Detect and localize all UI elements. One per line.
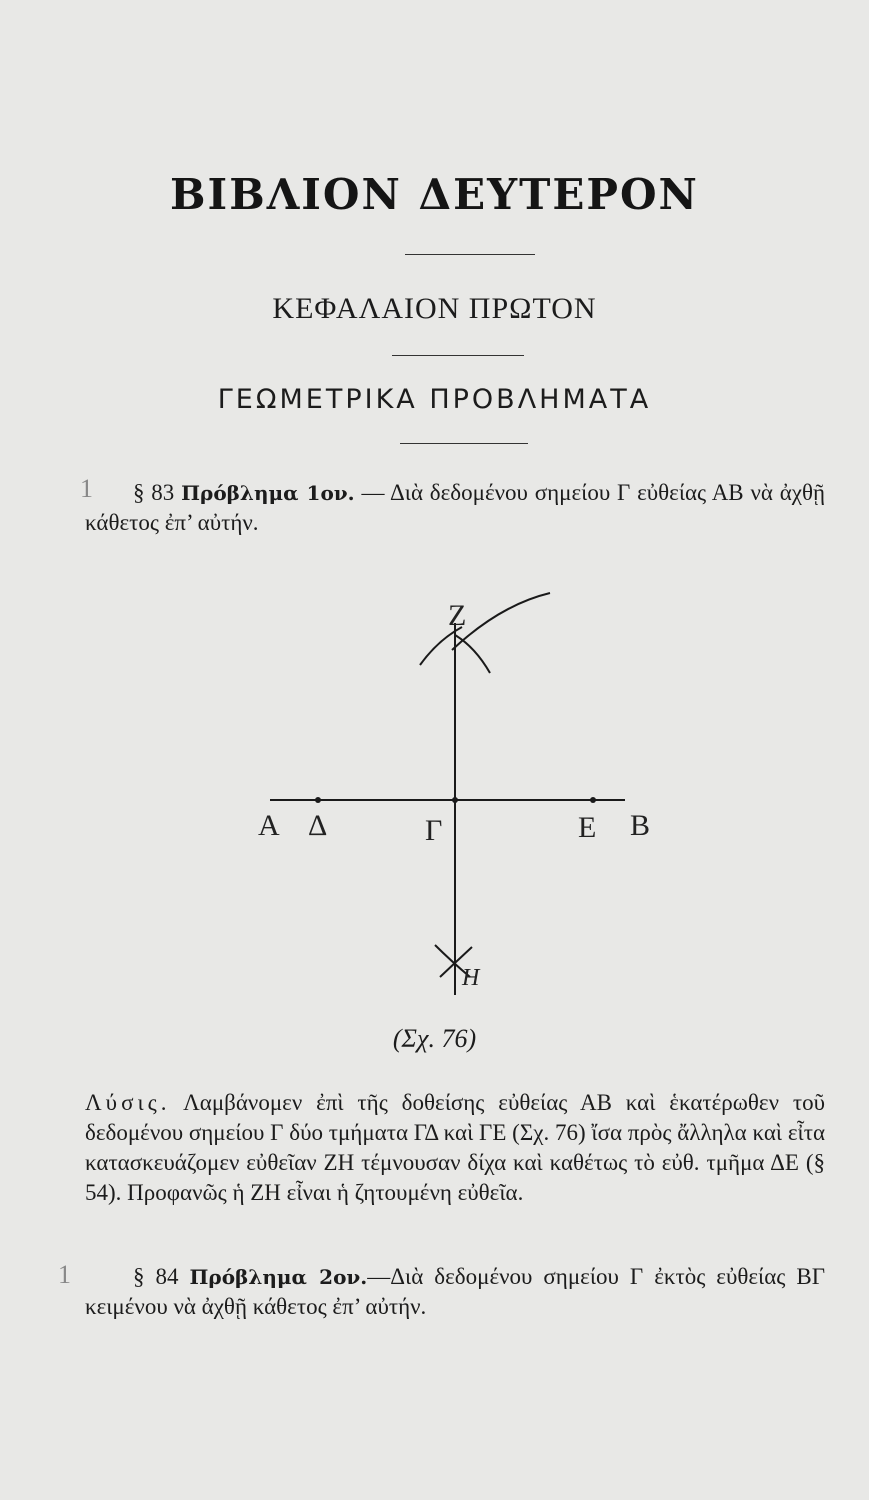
- label-h: H: [462, 965, 480, 991]
- problem-2-number: § 84: [133, 1264, 179, 1289]
- geometric-figure: [200, 585, 700, 1015]
- solution-lead: Λύσις.: [85, 1090, 171, 1115]
- label-a: A: [258, 809, 280, 842]
- problem-2-text: —Διὰ δεδομένου σημείου Γ ἐκτὸς εὐθείας ΒΓ κειμένου νὰ ἀχθῇ κάθετος ἐπ’ αὐτήν.: [85, 1264, 826, 1319]
- margin-mark: 1: [80, 474, 93, 503]
- point-e: [590, 797, 596, 803]
- figure-caption: (Σχ. 76): [392, 1024, 477, 1053]
- problem-1-number: § 83: [133, 480, 175, 505]
- problem-1-heading: Πρόβλημα 1ον.: [181, 481, 355, 505]
- solution-text: Λαμβάνομεν ἐπὶ τῆς δοθείσης εὐθείας ΑΒ καὶ ἑκατέρωθεν τοῦ δεδομένου σημείου Γ δύο τμήματα ΓΔ καὶ ΓΕ (Σχ. 76) ἴσα πρὸς ἄλληλα καὶ εἶτα κατασκευάζομεν εὐθεῖαν ΖΗ τέμνουσαν δίχα καὶ καθέτως τὸ εὐθ. τμῆμα ΔΕ (§ 54). Προφανῶς ἡ ΖΗ εἶναι ἡ ζητουμένη εὐθεῖα.: [85, 1090, 825, 1205]
- problem-1-text: — Διὰ δεδομένου σημείου Γ εὐθείας ΑΒ νὰ ἀχθῇ κάθετος ἐπ’ αὐτήν.: [85, 480, 826, 535]
- label-b: B: [630, 809, 651, 842]
- book-title: ΒΙΒΛΙΟΝ ΔΕΥΤΕΡΟΝ: [170, 170, 699, 219]
- arc-z-right: [455, 635, 490, 673]
- title-rule: [405, 254, 535, 255]
- point-g: [452, 797, 458, 803]
- margin-mark: 1: [58, 1260, 71, 1289]
- chapter-title: ΚΕΦΑΛΑΙΟΝ ΠΡΩΤΟΝ: [272, 292, 597, 325]
- label-d: Δ: [308, 809, 328, 842]
- solution-paragraph: [85, 1088, 825, 1208]
- problem-2-paragraph: [85, 1262, 825, 1322]
- arc-top-right: [452, 593, 550, 650]
- problem-2-heading: Πρόβλημα 2ον.: [189, 1265, 368, 1289]
- section-title: ΓΕΩΜΕΤΡΙΚΑ ΠΡΟΒΛΗΜΑΤΑ: [217, 384, 652, 415]
- point-d: [315, 797, 321, 803]
- label-g: Γ: [425, 814, 443, 847]
- label-e: Ε: [578, 811, 597, 844]
- chapter-rule: [392, 355, 524, 356]
- section-rule: [400, 443, 528, 444]
- problem-1-paragraph: [85, 478, 825, 538]
- label-z: Z: [448, 599, 467, 632]
